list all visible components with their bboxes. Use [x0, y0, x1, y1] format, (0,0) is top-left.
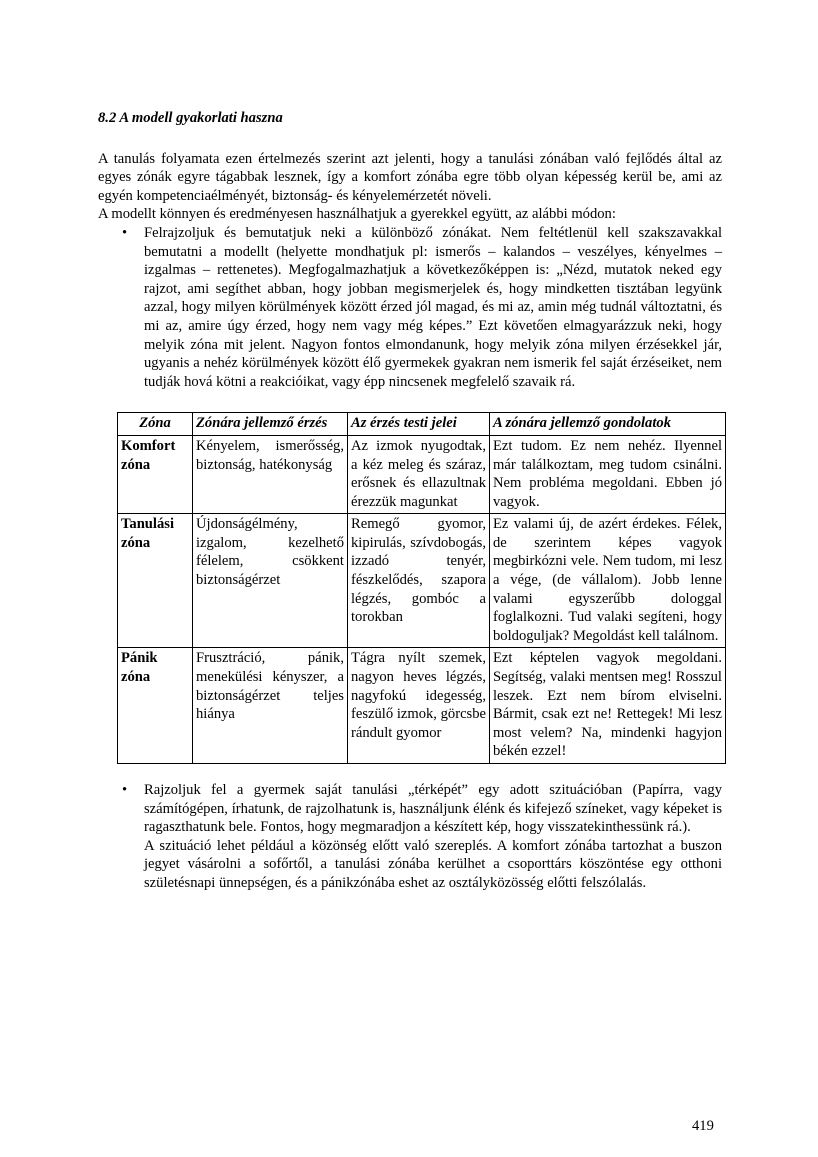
body-cell: Az izmok nyugodtak, a kéz meleg és száraz, erősnek és ellazultnak érezzük magunkat [348, 435, 490, 513]
table-row [118, 435, 726, 513]
zone-table [117, 412, 726, 764]
header-thoughts: A zónára jellemző gondolatok [490, 413, 726, 436]
bullet-icon: • [122, 224, 128, 241]
list-item-continuation: A szituáció lehet például a közönség előtt való szereplés. A komfort zónába tartozhat a buszon jegyet vásárolni a sofőrtől, a tanulási zónába kerülhet a csoporttárs köszöntése egy otthoni születésnapi ünnepségen, és a pánikzónába eshet az osztályközösség előtti felszólalás. [144, 837, 722, 891]
document-page [98, 109, 722, 893]
thoughts-cell: Ez valami új, de azért érdekes. Félek, de szerintem képes vagyok megbirkózni vele. Nem tudom, mi lesz a vége, (de vállalom). Jobb lenne valami egyszerűbb dologgal foglalkozni. Tud valaki segíteni, hogy boldoguljak? Megoldást kell találnom. [490, 514, 726, 648]
bullet-list-2 [98, 781, 722, 893]
table-header-row [118, 413, 726, 436]
zone-cell: Tanulási zóna [118, 514, 193, 648]
bullet-icon: • [122, 782, 128, 798]
header-feeling: Zónára jellemző érzés [193, 413, 348, 436]
feeling-cell: Kényelem, ismerősség, biztonság, hatékonyság [193, 435, 348, 513]
list-item-text: Felrajzoljuk és bemutatjuk neki a különböző zónákat. Nem feltétlenül kell szakszavakkal bemutatni a modellt (helyette mondhatjuk pl: ismerős – kalandos – veszélyes, kényelmes – izgalmas – rettenetes). Megfogalmazhatjuk a következőképpen is: „Nézd, mutatok neked egy rajzot, ami segíthet abban, hogy jobban megismerjelek és, hogy mindketten tisztában legyünk azzal, hogy milyen körülmények között érzed jól magad, és mi az, amin még tudnál változtatni, és mi az, amire úgy érzed, hogy nem vagy még képes.” Ezt követően elmagyarázzuk neki, hogy melyik zóna mit jelent. Nagyon fontos elmondanunk, hogy melyik zóna milyen érzésekkel jár, ugyanis a nehéz körülmények között élő gyermekek gyakran nem ismerik fel saját érzéseiket, nem tudják hová kötni a reakcióikat, vagy épp nincsenek megfelelő szavaik rá. [144, 224, 722, 390]
feeling-cell: Újdonságélmény, izgalom, kezelhető félelem, csökkent biztonságérzet [193, 514, 348, 648]
lead-paragraph: A modellt könnyen és eredményesen használhatjuk a gyerekkel együtt, az alábbi módon: [98, 206, 616, 223]
table-row [118, 648, 726, 764]
section-heading: 8.2 A modell gyakorlati haszna [98, 110, 283, 126]
header-body-signs: Az érzés testi jelei [348, 413, 490, 436]
feeling-cell: Frusztráció, pánik, menekülési kényszer, a biztonságérzet teljes hiánya [193, 648, 348, 764]
list-item [98, 224, 722, 391]
list-item-text: Rajzoljuk fel a gyermek saját tanulási „térképét” egy adott szituációban (Papírra, vagy számítógépen, írhatunk, de rajzolhatunk is, használjunk élénk és kifejező színeket, vagy képeket is ragaszthatunk bele. Fontos, hogy megmaradjon a készített kép, hogy visszatekinthessünk rá.). [144, 782, 722, 836]
zone-cell: Pánik zóna [118, 648, 193, 764]
bullet-list [98, 224, 722, 391]
intro-paragraph: A tanulás folyamata ezen értelmezés szerint azt jelenti, hogy a tanulási zónában való fejlődés által az egyes zónák egyre tágabbak lesznek, így a komfort zónába egre több olyan képesség kerül be, ami az egyén kompetenciaélményét, biztonság- és kényelemérzetét növeli. [98, 150, 722, 204]
body-cell: Remegő gyomor, kipirulás, szívdobogás, izzadó tenyér, fészkelődés, szapora légzés, gombóc a torokban [348, 514, 490, 648]
list-item [98, 781, 722, 893]
header-zone: Zóna [118, 413, 193, 436]
thoughts-cell: Ezt tudom. Ez nem nehéz. Ilyennel már találkoztam, meg tudom csinálni. Nem probléma megoldani. Ebben jó vagyok. [490, 435, 726, 513]
table-row [118, 514, 726, 648]
thoughts-cell: Ezt képtelen vagyok megoldani. Segítség, valaki mentsen meg! Rosszul leszek. Ezt nem bírom elviselni. Bármit, csak ezt ne! Rettegek! Mi lesz most velem? Na, mindenki hagyjon békén ezzel! [490, 648, 726, 764]
body-cell: Tágra nyílt szemek, nagyon heves légzés, nagyfokú idegesség, feszülő izmok, görcsbe rándult gyomor [348, 648, 490, 764]
zone-cell: Komfort zóna [118, 435, 193, 513]
page-number: 419 [692, 1118, 714, 1134]
